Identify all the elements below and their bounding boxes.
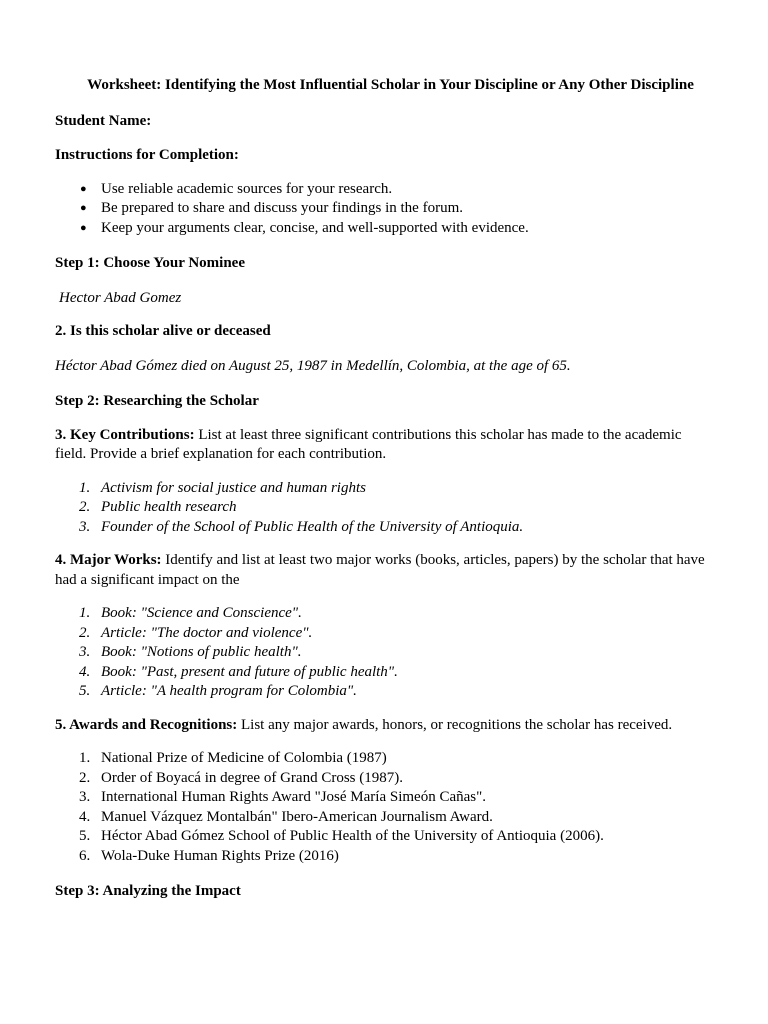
bullet-icon: ● [80,221,87,234]
list-item: 1. Activism for social justice and human rights [79,479,366,496]
q5-prompt [55,716,712,736]
q2-answer: Héctor Abad Gómez died on August 25, 1987 in Medellín, Colombia, at the age of 65. [55,357,571,374]
list-item: 4. Manuel Vázquez Montalbán" Ibero-American Journalism Award. [79,808,493,825]
q5-label: 5. Awards and Recognitions: [55,716,238,733]
list-item: 3. International Human Rights Award "José María Simeón Cañas". [79,789,486,805]
step2-heading: Step 2: Researching the Scholar [55,393,259,409]
works-list [55,604,712,702]
q5-text: List any major awards, honors, or recognitions the scholar has received. [237,716,673,733]
list-item: 2. Public health research [79,499,237,515]
q3-text: List at least three significant contributions this scholar has made to the academic field. Provide a brief explanation for each contribution. [55,426,682,462]
student-name-label: Student Name: [55,112,152,129]
list-item: 5. Héctor Abad Gómez School of Public Health of the University of Antioquia (2006). [79,828,604,844]
list-item: 3. Book: "Notions of public health". [79,644,302,660]
list-item: 3. Founder of the School of Public Health of the University of Antioquia. [79,518,524,535]
list-item: 1. National Prize of Medicine of Colombia (1987) [79,750,387,766]
q2-heading: 2. Is this scholar alive or deceased [55,323,271,339]
contributions-list [55,479,712,538]
list-item: 1. Book: "Science and Conscience". [79,605,302,621]
nominee-answer: Hector Abad Gomez [59,289,182,306]
bullet-icon: ● [80,182,87,195]
q3-label: 3. Key Contributions: [55,426,195,443]
list-item: ● Use reliable academic sources for your research. [55,180,712,200]
list-item: 2. Order of Boyacá in degree of Grand Cross (1987). [79,769,403,786]
worksheet-title: Worksheet: Identifying the Most Influential Scholar in Your Discipline or Any Other Discipline [87,77,694,93]
step3-heading: Step 3: Analyzing the Impact [55,883,241,899]
list-item: 2. Article: "The doctor and violence". [79,624,313,641]
list-item: ● Be prepared to share and discuss your findings in the forum. [55,199,712,219]
instructions-list [55,180,712,239]
q4-label: 4. Major Works: [55,552,162,568]
step1-heading: Step 1: Choose Your Nominee [55,255,245,271]
instructions-heading: Instructions for Completion: [55,147,239,163]
q3-prompt [55,426,712,465]
list-item: 6. Wola-Duke Human Rights Prize (2016) [79,847,339,864]
list-item: 4. Book: "Past, present and future of public health". [79,663,398,680]
list-item: 5. Article: "A health program for Colombia". [79,683,357,699]
awards-list [55,749,712,866]
q4-prompt [55,551,712,590]
bullet-icon: ● [80,202,87,214]
q4-text: Identify and list at least two major works (books, articles, papers) by the scholar that have had a significant impact on the [55,552,705,588]
list-item: ● Keep your arguments clear, concise, and well-supported with evidence. [55,219,712,239]
